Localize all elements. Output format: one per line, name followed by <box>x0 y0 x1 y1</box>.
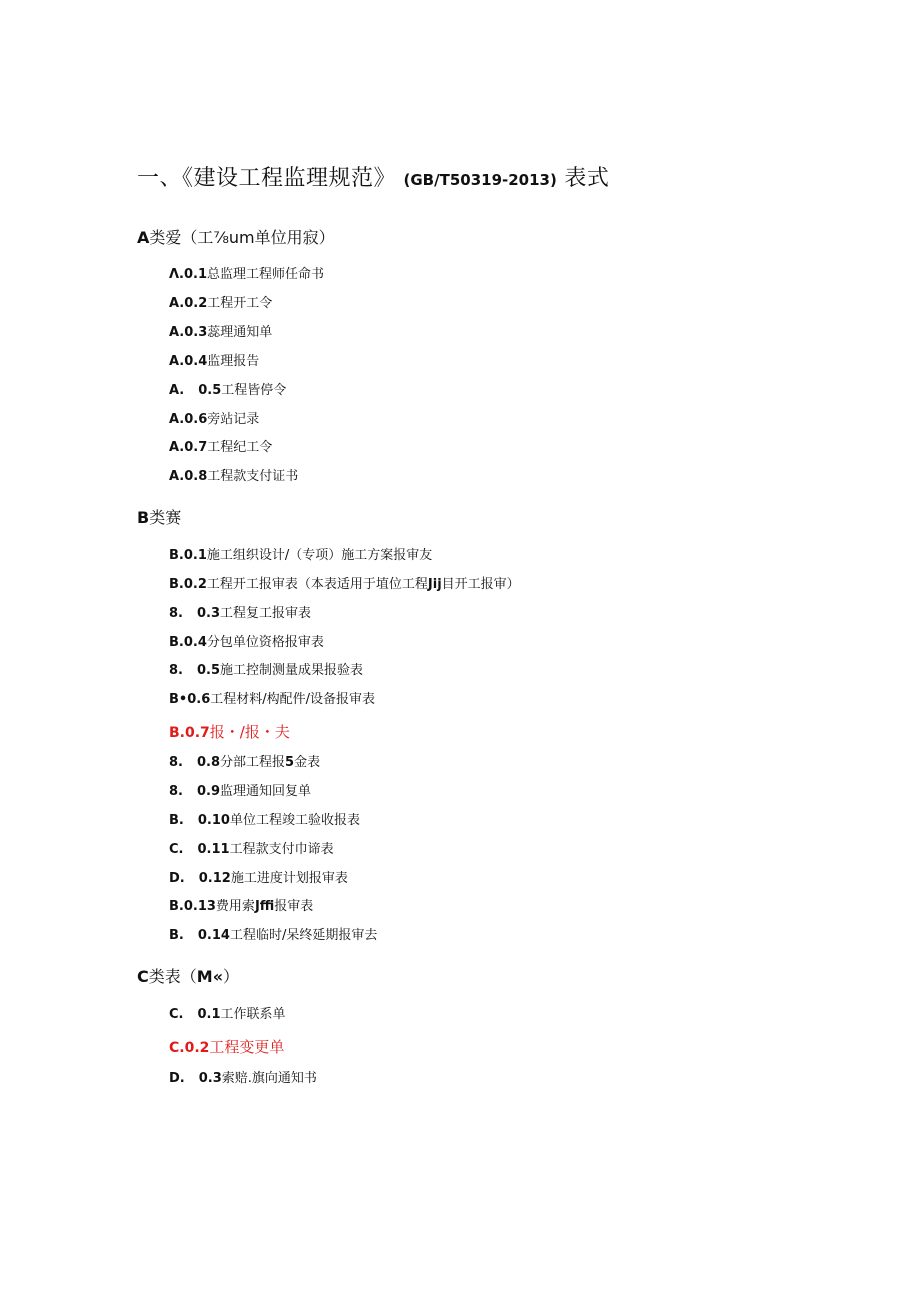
section-heading-c <box>137 965 239 989</box>
form-code-prefix: 8. <box>169 663 183 678</box>
form-label: 工程款支付证书 <box>207 469 299 484</box>
section-heading-close: ） <box>223 967 240 986</box>
form-item-a06 <box>169 410 259 430</box>
form-label: 工程变更单 <box>209 1038 285 1056</box>
form-item-b01 <box>169 546 432 566</box>
form-code-prefix: 8. <box>169 784 183 799</box>
form-label: 工程开工报审表（本表适用于埴位工程 <box>206 577 428 592</box>
form-item-a02 <box>169 294 272 314</box>
page-title <box>137 163 609 196</box>
form-label: 旁站记录 <box>207 412 260 427</box>
form-code-number: 0.3 <box>196 606 221 621</box>
form-label: 监理报告 <box>207 354 260 369</box>
form-code: B.0.13 <box>169 899 216 914</box>
form-code: A.0.4 <box>169 354 208 369</box>
form-item-b06 <box>169 690 375 710</box>
form-item-b02 <box>169 575 520 595</box>
form-item-b10 <box>169 811 360 831</box>
form-label: 工程开工令 <box>207 296 273 311</box>
section-heading-bold-tail: M« <box>196 967 224 986</box>
form-label-bold: 5 <box>285 755 295 770</box>
form-code-number: 0.10 <box>197 813 230 828</box>
form-code-prefix: 8. <box>169 755 183 770</box>
form-code-number: 0.1 <box>197 1007 221 1022</box>
form-code-prefix: B. <box>169 813 184 828</box>
section-heading-text: 类赛 <box>149 508 182 527</box>
form-code-number: 0.8 <box>196 755 221 770</box>
form-label: 分包单位资格报审表 <box>206 635 324 650</box>
form-item-c02 <box>169 1036 284 1059</box>
title-suffix: 表式 <box>564 166 610 191</box>
form-code-number: 0.11 <box>197 842 230 857</box>
form-code-prefix: 8. <box>169 606 183 621</box>
form-code: A.0.6 <box>169 412 208 427</box>
form-code: A.0.7 <box>169 440 208 455</box>
section-heading-text: 类表（ <box>148 967 197 986</box>
form-code-prefix: C. <box>169 1007 184 1022</box>
form-label: 工作联系单 <box>220 1007 286 1022</box>
section-key: B <box>137 508 150 527</box>
section-key: C <box>137 967 149 986</box>
section-heading-text: 类爱（工⅞um单位用寂） <box>149 228 335 247</box>
form-code: C.0.2 <box>169 1040 210 1056</box>
form-code: A.0.2 <box>169 296 208 311</box>
form-item-b05 <box>169 661 363 681</box>
form-code-prefix: D. <box>169 871 185 886</box>
form-label: 工程纪工令 <box>207 440 273 455</box>
section-heading-a <box>137 226 335 250</box>
form-code: A.0.3 <box>169 325 208 340</box>
form-label-tail: 金表 <box>294 755 321 770</box>
title-prefix: 一、《建设工程监理规范》 <box>137 166 397 191</box>
form-label: 施工进度计划报审表 <box>230 871 348 886</box>
form-label: 总监理工程师任命书 <box>207 267 325 282</box>
form-item-b07 <box>169 721 290 744</box>
form-code: A.0.8 <box>169 469 208 484</box>
form-item-b08 <box>169 753 320 773</box>
form-item-b04 <box>169 633 324 653</box>
form-item-a01 <box>169 265 324 285</box>
form-label-tail: 报审表 <box>274 899 314 914</box>
form-label: 工程临时/呆终延期报审去 <box>229 928 378 943</box>
form-label-bold: Jffi <box>254 899 275 914</box>
form-code-number: 0.5 <box>198 383 222 398</box>
form-label: 单位工程竣工验收报表 <box>229 813 360 828</box>
form-label: 分部工程报 <box>220 755 286 770</box>
form-item-b09 <box>169 782 311 802</box>
form-item-a05 <box>169 381 286 401</box>
form-label-tail: 目开工报审） <box>441 577 520 592</box>
form-code: B.0.7 <box>169 725 210 741</box>
form-code-prefix: B. <box>169 928 184 943</box>
form-label: 施工组织设计/（专项）施工方案报审友 <box>206 548 433 563</box>
form-label: 工程款支付巾谛表 <box>229 842 334 857</box>
form-item-b03 <box>169 604 311 624</box>
form-code-number: 0.14 <box>197 928 230 943</box>
form-item-a04 <box>169 352 259 372</box>
form-item-c01 <box>169 1005 286 1025</box>
form-code: B.0.4 <box>169 635 207 650</box>
form-code: B.0.1 <box>169 548 207 563</box>
form-code-number: 0.5 <box>196 663 221 678</box>
form-label: 蕊理通知单 <box>207 325 273 340</box>
form-item-b11 <box>169 840 334 860</box>
form-label: 工程材料/构配件/设备报审表 <box>210 692 376 707</box>
form-code-prefix: C. <box>169 842 184 857</box>
form-label: 工程复工报审表 <box>220 606 312 621</box>
form-item-b13 <box>169 897 313 917</box>
form-item-a07 <box>169 438 272 458</box>
form-code-prefix: A. <box>169 383 185 398</box>
form-code-number: 0.3 <box>198 1071 222 1086</box>
form-item-a03 <box>169 323 272 343</box>
form-item-b14 <box>169 926 377 946</box>
form-code: B•0.6 <box>169 692 211 707</box>
section-key: A <box>137 228 150 247</box>
section-heading-b <box>137 506 181 530</box>
form-item-b12 <box>169 869 348 889</box>
form-label: 费用索 <box>215 899 255 914</box>
title-standard-code: (GB/T50319-2013) <box>403 171 557 189</box>
form-label: 监理通知回复单 <box>220 784 312 799</box>
form-item-c03 <box>169 1069 317 1089</box>
form-code-prefix: D. <box>169 1071 185 1086</box>
form-code-number: 0.12 <box>198 871 231 886</box>
form-item-a08 <box>169 467 298 487</box>
form-label: 工程皆停令 <box>221 383 287 398</box>
form-code: Λ.0.1 <box>169 267 208 282</box>
form-label: 施工控制测量成果报验表 <box>220 663 364 678</box>
form-label: 报・/报・夫 <box>209 723 290 741</box>
form-label-bold: Jij <box>427 577 442 592</box>
form-code-number: 0.9 <box>196 784 221 799</box>
form-label: 索赔.旗向通知书 <box>221 1071 317 1086</box>
form-code: B.0.2 <box>169 577 207 592</box>
